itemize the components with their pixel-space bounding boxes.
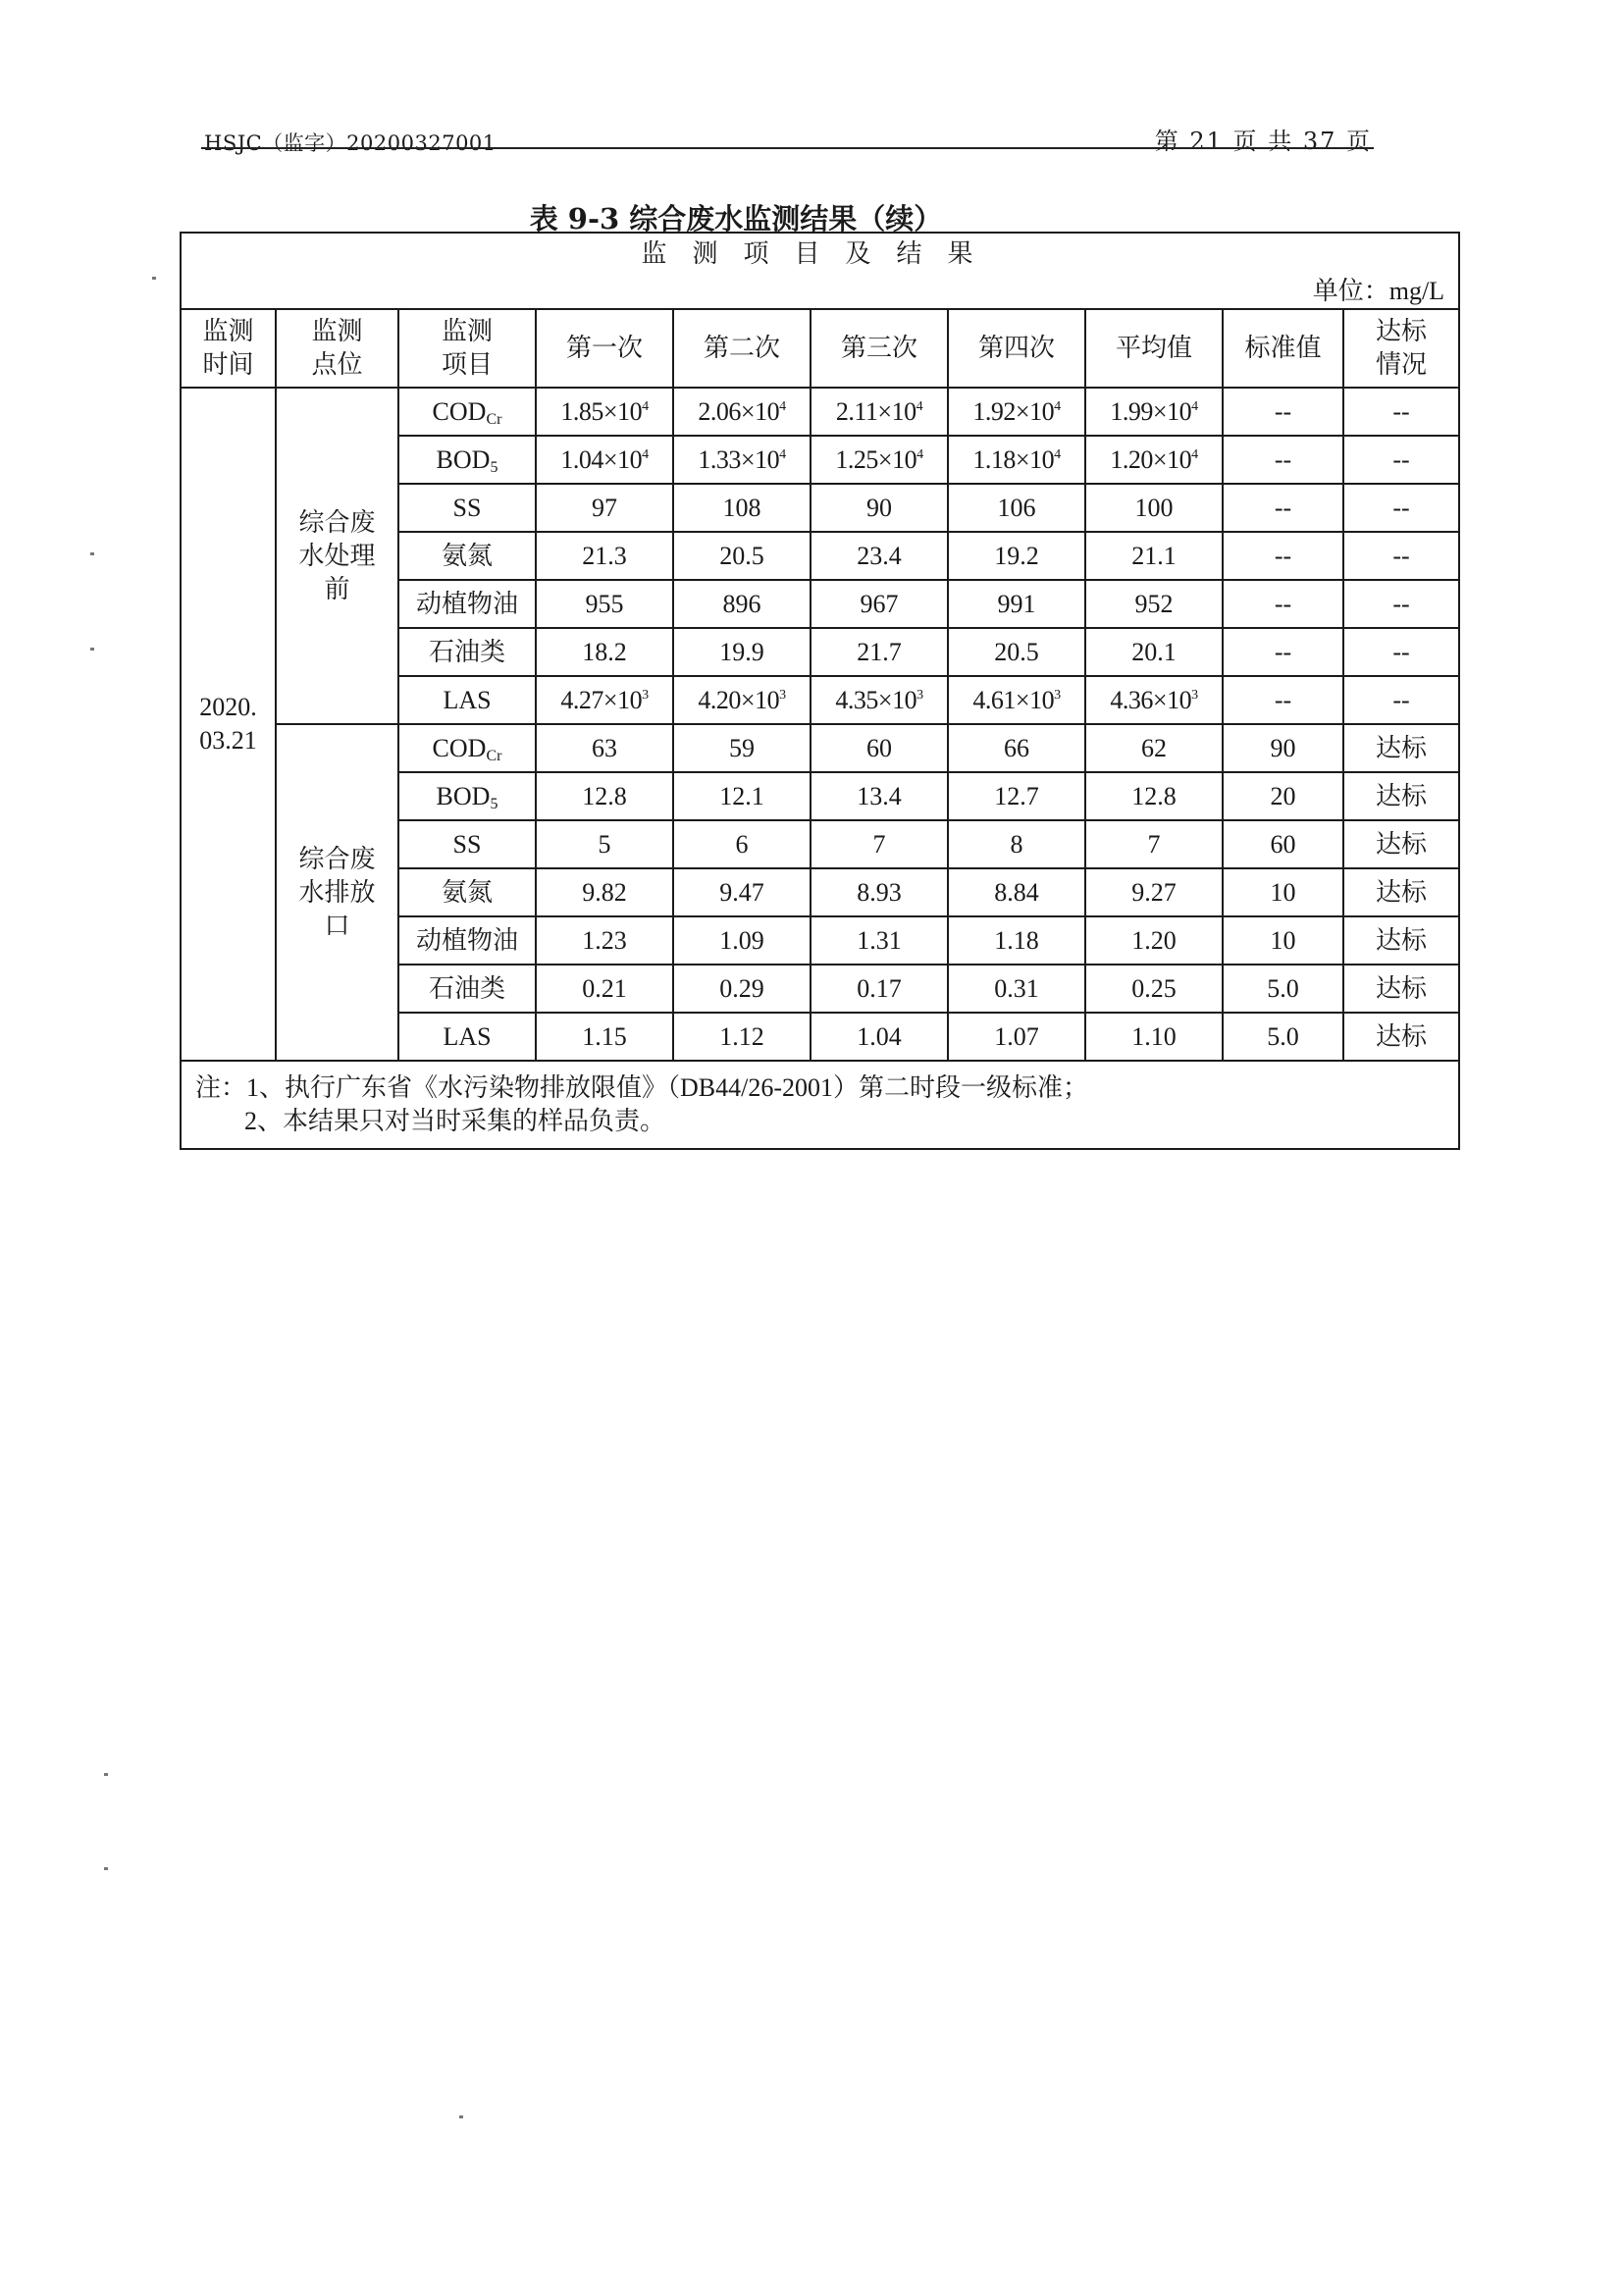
scan-speck [152, 277, 156, 280]
value-fourth: $4.61\times 10^3$ [948, 676, 1085, 724]
item-cell: LAS [398, 676, 536, 724]
value-fourth: 8.84 [948, 868, 1085, 916]
value-average: 1.20 [1085, 916, 1223, 965]
compliance-status: -- [1343, 532, 1459, 580]
note-1: 注：1、执行广东省《水污染物排放限值》（DB44/26-2001）第二时段一级标准； [195, 1073, 1089, 1102]
value-third: $4.35\times 10^3$ [811, 676, 948, 724]
value-average: 21.1 [1085, 532, 1223, 580]
value-fourth: 991 [948, 580, 1085, 628]
compliance-status: 达标 [1343, 916, 1459, 965]
value-fourth: 12.7 [948, 772, 1085, 820]
item-cell: 氨氮 [398, 532, 536, 580]
item-cell: SS [398, 820, 536, 868]
value-first: $1.85\times 10^4$ [536, 388, 673, 436]
scan-speck [90, 648, 94, 651]
compliance-status: 达标 [1343, 1013, 1459, 1061]
compliance-status: -- [1343, 388, 1459, 436]
value-average: 62 [1085, 724, 1223, 772]
value-third: 0.17 [811, 965, 948, 1013]
value-average: $1.99\times 10^4$ [1085, 388, 1223, 436]
standard-value: 5.0 [1223, 1013, 1343, 1061]
compliance-status: -- [1343, 436, 1459, 484]
header-average: 平均值 [1085, 309, 1223, 388]
value-average: $4.36\times 10^3$ [1085, 676, 1223, 724]
standard-value: -- [1223, 532, 1343, 580]
value-average: 952 [1085, 580, 1223, 628]
point-cell: 综合废 水排放 口 [276, 724, 398, 1061]
scan-speck [90, 552, 94, 555]
table-row [181, 388, 1459, 436]
item-cell: $BOD_5$ [398, 436, 536, 484]
value-third: 1.04 [811, 1013, 948, 1061]
compliance-status: -- [1343, 628, 1459, 676]
value-first: 21.3 [536, 532, 673, 580]
header-standard: 标准值 [1223, 309, 1343, 388]
scan-speck [459, 2115, 463, 2118]
value-third: 21.7 [811, 628, 948, 676]
standard-value: 10 [1223, 916, 1343, 965]
value-fourth: 0.31 [948, 965, 1085, 1013]
value-average: 1.10 [1085, 1013, 1223, 1061]
value-first: $1.04\times 10^4$ [536, 436, 673, 484]
item-cell: $COD_{Cr}$ [398, 388, 536, 436]
table-notes [181, 1061, 1459, 1149]
value-second: 6 [673, 820, 811, 868]
table-header-row [181, 309, 1459, 388]
header-divider [201, 147, 1374, 149]
value-first: 1.23 [536, 916, 673, 965]
value-third: 7 [811, 820, 948, 868]
value-third: 8.93 [811, 868, 948, 916]
note-2: 2、本结果只对当时采集的样品负责。 [244, 1107, 666, 1135]
value-second: 20.5 [673, 532, 811, 580]
value-fourth: 19.2 [948, 532, 1085, 580]
value-first: 97 [536, 484, 673, 532]
standard-value: -- [1223, 628, 1343, 676]
value-fourth: $1.92\times 10^4$ [948, 388, 1085, 436]
value-fourth: 8 [948, 820, 1085, 868]
document-id: HSJC（监字）20200327001 [204, 131, 497, 155]
header-second: 第二次 [673, 309, 811, 388]
value-first: 955 [536, 580, 673, 628]
standard-value: -- [1223, 676, 1343, 724]
item-cell: 石油类 [398, 628, 536, 676]
header-first: 第一次 [536, 309, 673, 388]
value-second: 1.09 [673, 916, 811, 965]
value-fourth: 1.07 [948, 1013, 1085, 1061]
value-first: 18.2 [536, 628, 673, 676]
item-cell: $COD_{Cr}$ [398, 724, 536, 772]
value-second: 9.47 [673, 868, 811, 916]
date-cell: 2020. 03.21 [181, 388, 276, 1061]
item-cell: 动植物油 [398, 916, 536, 965]
value-second: $2.06\times 10^4$ [673, 388, 811, 436]
standard-value: 5.0 [1223, 965, 1343, 1013]
value-second: 12.1 [673, 772, 811, 820]
value-first: 63 [536, 724, 673, 772]
item-cell: 氨氮 [398, 868, 536, 916]
monitoring-results-table [180, 232, 1460, 1150]
standard-value: -- [1223, 580, 1343, 628]
table-title: 表 9-3 综合废水监测结果（续） [529, 202, 943, 235]
scan-speck [104, 1867, 108, 1870]
value-average: 20.1 [1085, 628, 1223, 676]
value-third: 967 [811, 580, 948, 628]
value-second: 59 [673, 724, 811, 772]
item-cell: 动植物油 [398, 580, 536, 628]
standard-value: -- [1223, 436, 1343, 484]
standard-value: 60 [1223, 820, 1343, 868]
item-cell: LAS [398, 1013, 536, 1061]
value-second: $4.20\times 10^3$ [673, 676, 811, 724]
value-third: 90 [811, 484, 948, 532]
value-third: 13.4 [811, 772, 948, 820]
header-time: 监测 时间 [181, 309, 276, 388]
item-cell: SS [398, 484, 536, 532]
value-fourth: 66 [948, 724, 1085, 772]
compliance-status: 达标 [1343, 965, 1459, 1013]
value-third: 60 [811, 724, 948, 772]
value-second: 19.9 [673, 628, 811, 676]
value-fourth: 1.18 [948, 916, 1085, 965]
section-title: 监测项目及结果 [181, 233, 1459, 275]
value-first: 1.15 [536, 1013, 673, 1061]
value-average: 100 [1085, 484, 1223, 532]
compliance-status: -- [1343, 676, 1459, 724]
header-item: 监测 项目 [398, 309, 536, 388]
compliance-status: -- [1343, 484, 1459, 532]
value-second: $1.33\times 10^4$ [673, 436, 811, 484]
standard-value: 10 [1223, 868, 1343, 916]
table-row [181, 724, 1459, 772]
scan-speck [104, 1773, 108, 1776]
page-number: 第 21 页 共 37 页 [1154, 128, 1372, 155]
header-fourth: 第四次 [948, 309, 1085, 388]
value-fourth: 20.5 [948, 628, 1085, 676]
value-second: 1.12 [673, 1013, 811, 1061]
point-cell: 综合废 水处理 前 [276, 388, 398, 724]
value-second: 896 [673, 580, 811, 628]
compliance-status: -- [1343, 580, 1459, 628]
value-average: 0.25 [1085, 965, 1223, 1013]
value-third: $2.11\times 10^4$ [811, 388, 948, 436]
compliance-status: 达标 [1343, 820, 1459, 868]
item-cell: $BOD_5$ [398, 772, 536, 820]
value-average: $1.20\times 10^4$ [1085, 436, 1223, 484]
compliance-status: 达标 [1343, 772, 1459, 820]
value-third: 1.31 [811, 916, 948, 965]
value-first: 0.21 [536, 965, 673, 1013]
value-average: 12.8 [1085, 772, 1223, 820]
value-third: 23.4 [811, 532, 948, 580]
header-point: 监测 点位 [276, 309, 398, 388]
value-second: 108 [673, 484, 811, 532]
standard-value: 90 [1223, 724, 1343, 772]
value-first: 9.82 [536, 868, 673, 916]
standard-value: -- [1223, 484, 1343, 532]
item-cell: 石油类 [398, 965, 536, 1013]
standard-value: -- [1223, 388, 1343, 436]
header-third: 第三次 [811, 309, 948, 388]
value-fourth: 106 [948, 484, 1085, 532]
standard-value: 20 [1223, 772, 1343, 820]
value-first: 5 [536, 820, 673, 868]
value-third: $1.25\times 10^4$ [811, 436, 948, 484]
value-second: 0.29 [673, 965, 811, 1013]
value-average: 9.27 [1085, 868, 1223, 916]
value-first: 12.8 [536, 772, 673, 820]
value-fourth: $1.18\times 10^4$ [948, 436, 1085, 484]
compliance-status: 达标 [1343, 868, 1459, 916]
value-average: 7 [1085, 820, 1223, 868]
compliance-status: 达标 [1343, 724, 1459, 772]
value-first: $4.27\times 10^3$ [536, 676, 673, 724]
header-status: 达标 情况 [1343, 309, 1459, 388]
unit-label: 单位：mg/L [181, 275, 1459, 309]
